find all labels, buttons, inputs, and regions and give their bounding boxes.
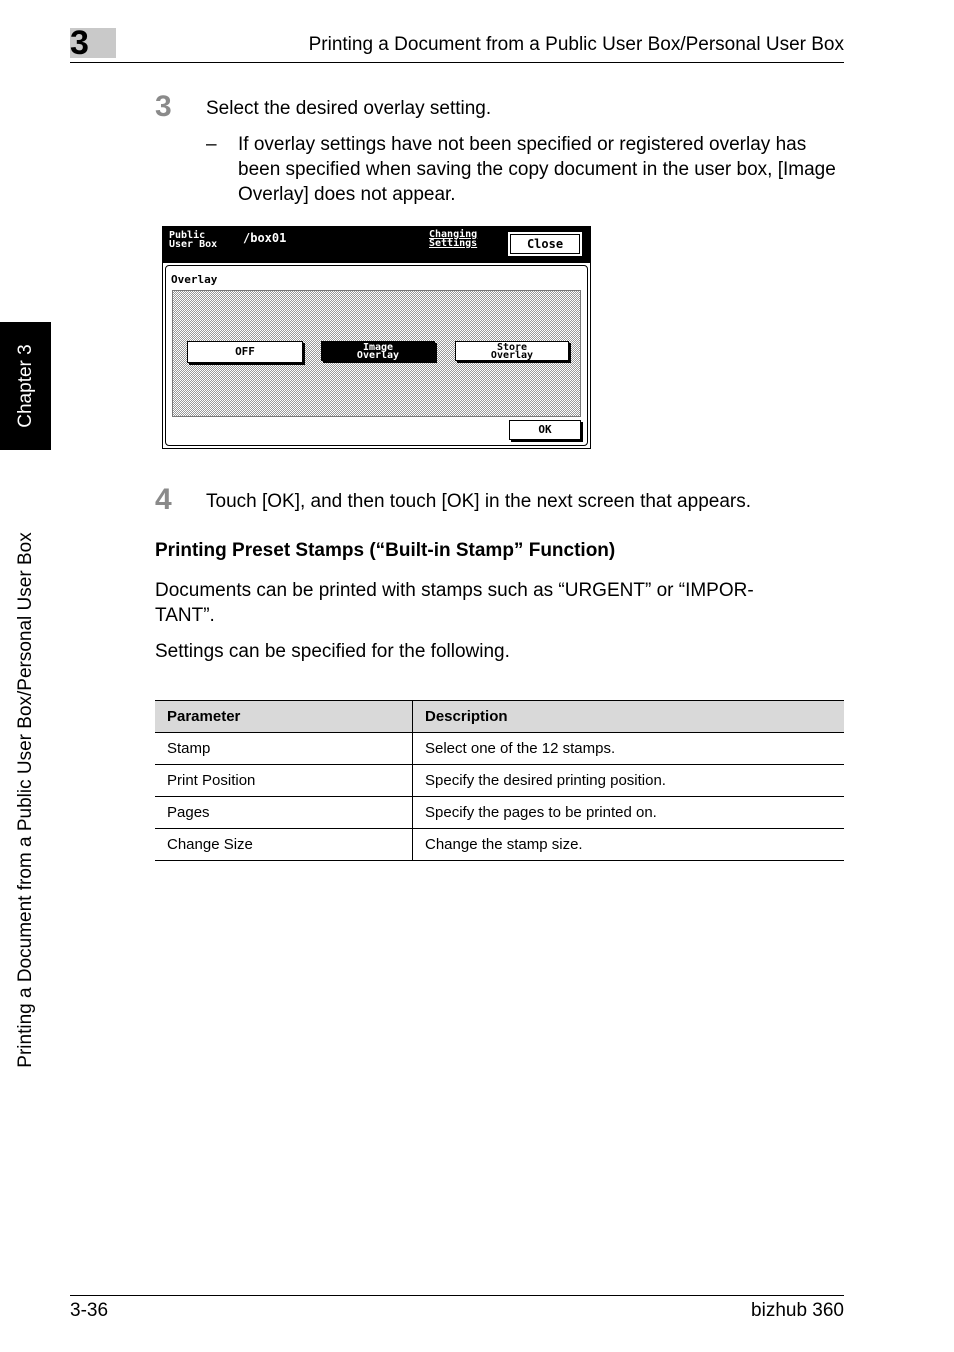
overlay-panel [165,265,588,446]
dithered-background [172,290,581,417]
page-number: 3-36 [70,1300,109,1321]
step-4-text: Touch [OK], and then touch [OK] in the next screen that appears. [206,491,751,512]
ok-button[interactable]: OK [509,420,581,440]
close-button[interactable]: Close [508,232,582,256]
image-overlay-line1: Image [362,342,394,353]
store-overlay-button[interactable] [455,341,569,361]
table-cell-parameter: Print Position [155,765,413,797]
screen-box-type-line1: Public [169,230,206,241]
overlay-off-button[interactable] [187,341,303,363]
table-cell-description: Specify the pages to be printed on. [413,797,845,829]
table-cell-parameter: Pages [155,797,413,829]
step-number-4: 4 [155,483,172,516]
running-header-title: Printing a Document from a Public User Box/Personal User Box [308,34,844,55]
section-paragraph-1-line-2: TANT”. [155,605,215,626]
side-chapter-label: Chapter 3 [14,344,36,428]
table-cell-parameter: Stamp [155,733,413,765]
screen-box-type-line2: User Box [169,239,218,250]
step-3-text: Select the desired overlay setting. [206,98,492,119]
step-number-3: 3 [155,90,172,123]
step-3-note: If overlay settings have not been specified or registered overlay has been specified when saving the copy document in the user box, [Image Overlay] does not appear. [238,134,836,205]
chapter-number: 3 [70,24,89,62]
table-row [155,797,844,829]
image-overlay-button[interactable] [321,341,435,361]
table-row [155,765,844,797]
section-paragraph-1-line-1: Documents can be printed with stamps such as “URGENT” or “IMPOR- [155,580,754,601]
overlay-screen-image [162,226,591,449]
table-cell-parameter: Change Size [155,829,413,861]
screen-box-type [169,231,217,249]
overlay-panel-title: Overlay [171,273,218,286]
header-divider [70,62,844,63]
side-section-label: Printing a Document from a Public User Box/Personal User Box [14,532,36,1068]
screen-changing-settings [429,230,477,248]
screen-box-path: /box01 [243,231,287,245]
table-cell-description: Specify the desired printing position. [413,765,845,797]
store-overlay-line2: Overlay [490,350,534,361]
overlay-off-label: OFF [235,345,255,358]
footer-divider [70,1295,844,1296]
table-cell-description: Change the stamp size. [413,829,845,861]
table-row [155,829,844,861]
table-header-description: Description [413,701,845,733]
bullet-dash: – [206,134,217,155]
screen-changing-line1: Changing [429,229,478,240]
parameter-table [155,700,844,861]
table-row [155,733,844,765]
screen-changing-line2: Settings [429,238,478,249]
screen-title-bar [163,227,590,263]
product-name: bizhub 360 [751,1300,844,1321]
section-heading: Printing Preset Stamps (“Built-in Stamp” Function) [155,540,616,561]
table-header-parameter: Parameter [155,701,413,733]
side-chapter-tab [0,322,51,450]
store-overlay-line1: Store [496,342,528,353]
image-overlay-line2: Overlay [356,350,400,361]
side-section-tab [0,470,51,1130]
table-cell-description: Select one of the 12 stamps. [413,733,845,765]
table-header-row [155,701,844,733]
section-paragraph-2: Settings can be specified for the following. [155,641,510,662]
